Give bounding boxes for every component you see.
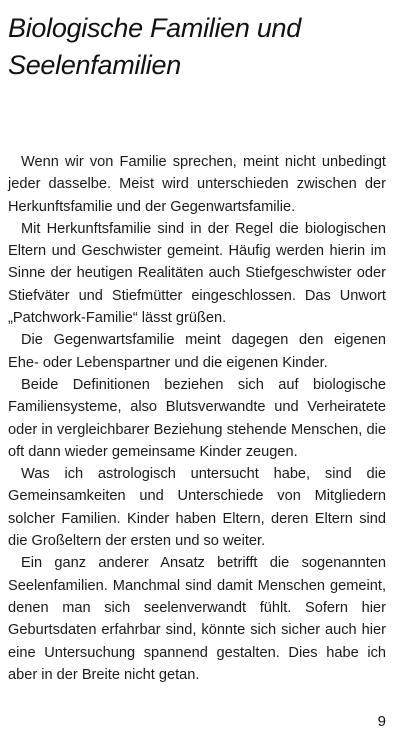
paragraph: Die Gegenwartsfamilie meint dagegen den eigenen Ehe- oder Lebenspartner und die eigenen Kinder. (8, 332, 386, 371)
chapter-title: Biologische Familien und Seelenfamilien (8, 13, 301, 80)
paragraph: Mit Herkunftsfamilie sind in der Regel die biologischen Eltern und Geschwister gemeint. Häufig werden hierin im Sinne der heutigen Realitäten auch Stiefgeschwister oder Stiefväter und Stiefmütter eingeschlossen. Das Unwort „Patchwork-Familie“ lässt grüßen. (8, 220, 386, 327)
paragraph: Ein ganz anderer Ansatz betrifft die sogenannten Seelenfamilien. Manchmal sind damit Menschen gemeint, denen man sich seelenverwandt fühlt. Sofern hier Geburtsdaten erfahrbar sind, könnte sich sicher auch hier eine Untersuchung spannend gestalten. Dies habe ich aber in der Breite nicht getan. (8, 555, 386, 683)
paragraph: Was ich astrologisch untersucht habe, sind die Gemeinsamkeiten und Unterschiede von Mitgliedern solcher Familien. Kinder haben Eltern, deren Eltern sind die Großeltern der ersten und so weiter. (8, 466, 386, 550)
page-number: 9 (377, 713, 386, 730)
paragraph: Beide Definitionen beziehen sich auf biologische Familiensysteme, also Blutsverwandte und Verheiratete oder in vergleichbarer Beziehung stehende Menschen, die oft dann wieder gemeinsame Kinder zeugen. (8, 376, 386, 460)
paragraph: Wenn wir von Familie sprechen, meint nicht unbedingt jeder dasselbe. Meist wird unterschieden zwischen der Herkunftsfamilie und der Gegenwartsfamilie. (8, 154, 386, 215)
body-text (8, 151, 386, 686)
